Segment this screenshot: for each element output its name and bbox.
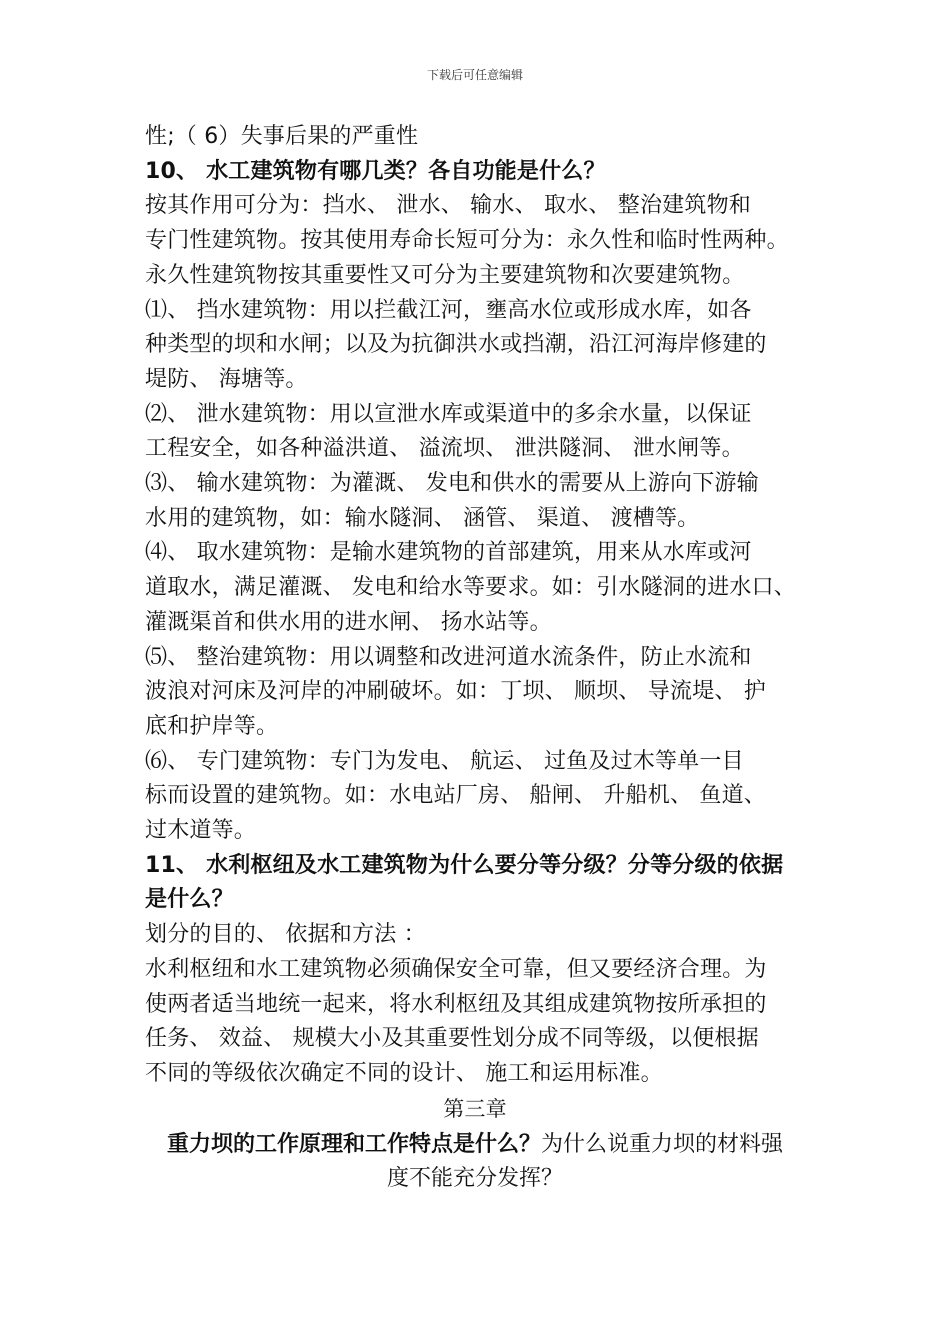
final-question-bold: 重力坝的工作原理和工作特点是什么？: [166, 1131, 541, 1157]
chapter-title: 第三章: [443, 1097, 507, 1121]
question-heading: 是什么？: [145, 887, 234, 913]
text-line: 过木道等。: [145, 818, 257, 844]
text-line: 道取水，满足灌溉、 发电和给水等要求。如：引水隧洞的进水口、: [145, 575, 796, 601]
final-question-normal: 为什么说重力坝的材料强: [541, 1131, 784, 1157]
text-line: 永久性建筑物按其重要性又可分为主要建筑物和次要建筑物。: [145, 262, 745, 288]
text-line: 灌溉渠首和供水用的进水闸、 扬水站等。: [145, 609, 552, 635]
text-line: 水利枢纽和水工建筑物必须确保安全可靠，但又要经济合理。为: [145, 956, 767, 982]
text-line: 底和护岸等。: [145, 713, 279, 739]
text-line: 按其作用可分为：挡水、 泄水、 输水、 取水、 整治建筑物和: [145, 193, 751, 219]
text-line: ⑹、 专门建筑物：专门为发电、 航运、 过鱼及过木等单一目: [145, 748, 744, 774]
text-line: 水用的建筑物，如：输水隧洞、 涵管、 渠道、 渡槽等。: [145, 505, 700, 531]
text-line: ⑶、 输水建筑物：为灌溉、 发电和供水的需要从上游向下游输: [145, 471, 759, 497]
text-line: ⑴、 挡水建筑物：用以拦截江河，壅高水位或形成水库，如各: [145, 297, 752, 323]
text-line: 工程安全，如各种溢洪道、 溢流坝、 泄洪隧洞、 泄水闸等。: [145, 436, 744, 462]
text-line: ⑷、 取水建筑物：是输水建筑物的首部建筑，用来从水库或河: [145, 540, 752, 566]
question-heading: 11、 水利枢纽及水工建筑物为什么要分等分级？分等分级的依据: [145, 852, 784, 878]
text-line: 性;（ 6）失事后果的严重性: [145, 124, 419, 149]
text-line: 堤防、 海塘等。: [145, 366, 308, 392]
final-question: [0, 1128, 950, 1161]
text-line: ⑵、 泄水建筑物：用以宣泄水库或渠道中的多余水量，以保证: [145, 401, 752, 427]
final-question-line2: 度不能充分发挥？: [386, 1165, 563, 1191]
text-line: 标而设置的建筑物。如：水电站厂房、 船闸、 升船机、 鱼道、: [145, 783, 766, 809]
text-line: 不同的等级依次确定不同的设计、 施工和运用标准。: [145, 1060, 663, 1086]
text-line: ⑸、 整治建筑物：用以调整和改进河道水流条件，防止水流和: [145, 644, 752, 670]
document-body: [145, 120, 825, 1092]
text-line: 划分的目的、 依据和方法 ：: [145, 922, 426, 948]
page-header: 下载后可任意编辑: [426, 68, 523, 82]
text-line: 使两者适当地统一起来，将水利枢纽及其组成建筑物按所承担的: [145, 991, 767, 1017]
text-line: 波浪对河床及河岸的冲刷破坏。如：丁坝、 顺坝、 导流堤、 护: [145, 679, 766, 705]
text-line: 专门性建筑物。按其使用寿命长短可分为：永久性和临时性两种。: [145, 228, 789, 254]
text-line: 种类型的坝和水闸；以及为抗御洪水或挡潮，沿江河海岸修建的: [145, 332, 767, 358]
question-heading: 10、 水工建筑物有哪几类？各自功能是什么？: [145, 158, 606, 184]
text-line: 任务、 效益、 规模大小及其重要性划分成不同等级，以便根据: [145, 1026, 759, 1052]
chapter-section: [0, 1092, 950, 1195]
